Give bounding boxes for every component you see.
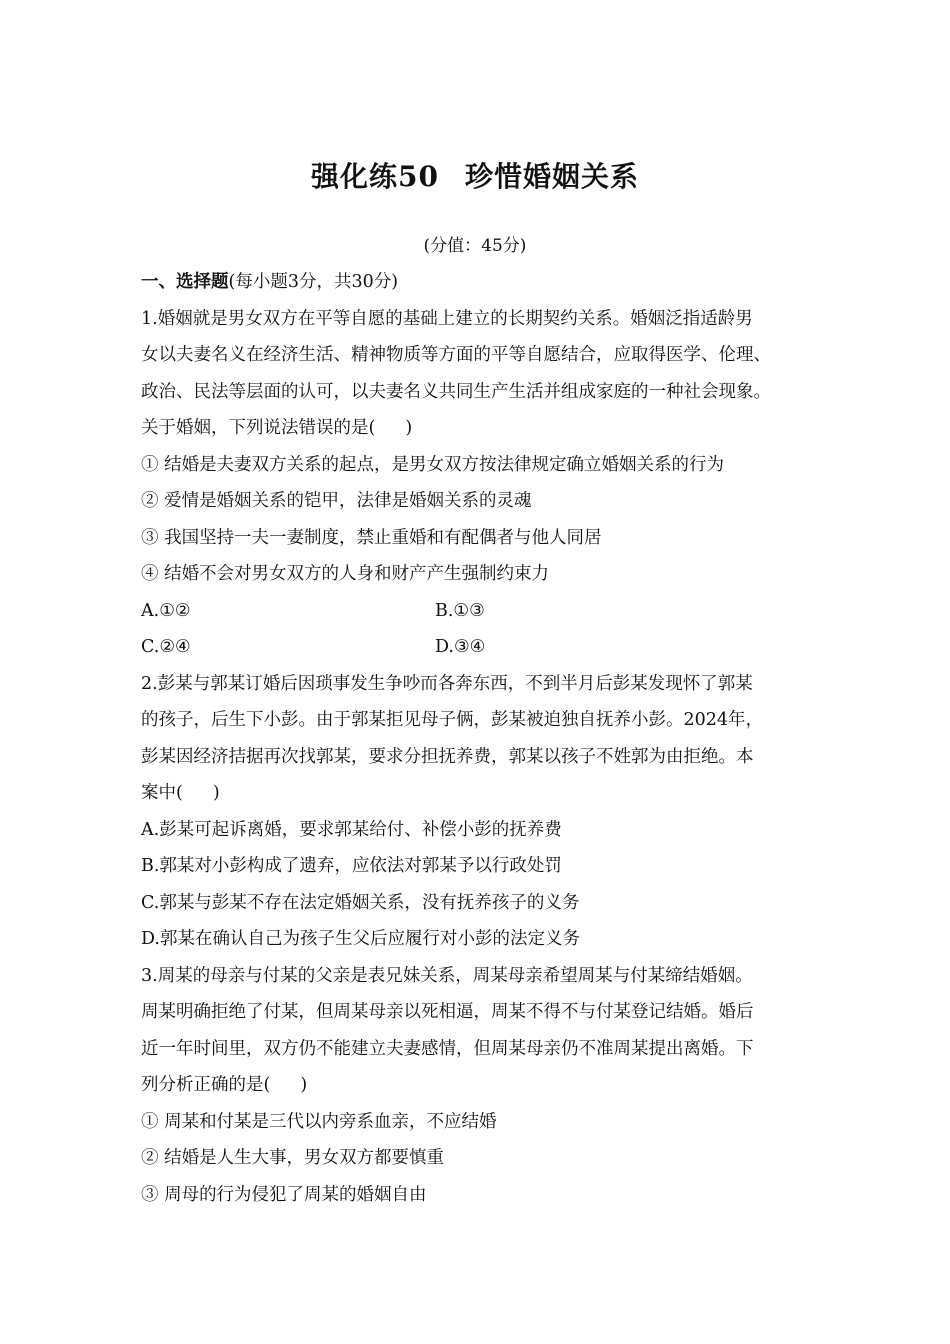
section-heading — [141, 264, 831, 301]
q3-stem-end — [141, 1067, 831, 1104]
q1-item-4: ④ 结婚不会对男女双方的人身和财产产生强制约束力 — [141, 564, 550, 584]
q3-stem-text: 列分析正确的是( — [141, 1075, 271, 1095]
q1-options-row-1 — [141, 593, 831, 630]
q1-item-3: ③ 我国坚持一夫一妻制度，禁止重婚和有配偶者与他人同居 — [141, 527, 602, 548]
q2-option-b[interactable]: B.郭某对小彭构成了遗弃，应依法对郭某予以行政处罚 — [141, 856, 562, 876]
q1-item-2: ② 爱情是婚姻关系的铠甲，法律是婚姻关系的灵魂 — [141, 491, 532, 511]
q1-close-paren: ) — [405, 418, 413, 438]
q3-close-paren: ) — [300, 1075, 308, 1095]
q2-stem-end — [141, 775, 831, 812]
section-note: (每小题3分，共30分) — [228, 272, 399, 292]
q1-item-1: ① 结婚是夫妻双方关系的起点，是男女双方按法律规定确立婚姻关系的行为 — [141, 454, 725, 475]
q2-stem-text: 案中( — [141, 783, 183, 803]
q2-option-d[interactable]: D.郭某在确认自己为孩子生父后应履行对小彭的法定义务 — [141, 929, 580, 949]
section-title: 一、选择题 — [141, 272, 229, 292]
score-info: (分值：45分) — [423, 236, 527, 256]
q1-stem-text: 关于婚姻，下列说法错误的是( — [141, 418, 376, 438]
question-3 — [141, 958, 831, 1214]
q1-line-2: 女以夫妻名义在经济生活、精神物质等方面的平等自愿结合，应取得医学、伦理、 — [141, 345, 771, 365]
q3-line-3: 近一年时间里，双方仍不能建立夫妻感情，但周某母亲仍不准周某提出离婚。下 — [141, 1038, 754, 1059]
q3-item-3: ③ 周母的行为侵犯了周某的婚姻自由 — [141, 1184, 427, 1205]
page-title — [0, 155, 950, 195]
q2-line-3: 彭某因经济拮据再次找郭某，要求分担抚养费，郭某以孩子不姓郭为由拒绝。本 — [141, 746, 754, 767]
title-prefix: 强化练50 — [311, 160, 439, 193]
q2-close-paren: ) — [212, 783, 220, 803]
q1-line-3: 政治、民法等层面的认可，以夫妻名义共同生产生活并组成家庭的一种社会现象。 — [141, 381, 771, 402]
question-1 — [141, 301, 831, 666]
q1-stem-end — [141, 410, 831, 447]
q1-options-row-2 — [141, 629, 831, 666]
title-main: 珍惜婚姻关系 — [464, 160, 639, 193]
q1-line-1: 1.婚姻就是男女双方在平等自愿的基础上建立的长期契约关系。婚姻泛指适龄男 — [141, 308, 753, 329]
q3-line-2: 周某明确拒绝了付某，但周某母亲以死相逼，周某不得不与付某登记结婚。婚后 — [141, 1002, 754, 1022]
q2-line-2: 的孩子，后生下小彭。由于郭某拒见母子俩，彭某被迫独自抚养小彭。2024年， — [141, 710, 764, 730]
q2-option-a[interactable]: A.彭某可起诉离婚，要求郭某给付、补偿小彭的抚养费 — [141, 819, 562, 840]
q2-line-1: 2.彭某与郭某订婚后因琐事发生争吵而各奔东西，不到半月后彭某发现怀了郭某 — [141, 673, 753, 694]
q1-option-b[interactable]: B.①③ — [435, 600, 485, 621]
q1-option-d[interactable]: D.③④ — [435, 637, 486, 657]
q3-line-1: 3.周某的母亲与付某的父亲是表兄妹关系，周某母亲希望周某与付某缔结婚姻。 — [141, 965, 753, 986]
q1-option-c[interactable]: C.②④ — [141, 637, 191, 657]
question-2 — [141, 666, 831, 958]
q1-option-a[interactable]: A.①② — [141, 600, 191, 621]
q3-item-2: ② 结婚是人生大事，男女双方都要慎重 — [141, 1148, 445, 1168]
q2-option-c[interactable]: C.郭某与彭某不存在法定婚姻关系，没有抚养孩子的义务 — [141, 892, 580, 913]
content — [141, 264, 831, 1213]
q3-item-1: ① 周某和付某是三代以内旁系血亲，不应结婚 — [141, 1111, 497, 1132]
